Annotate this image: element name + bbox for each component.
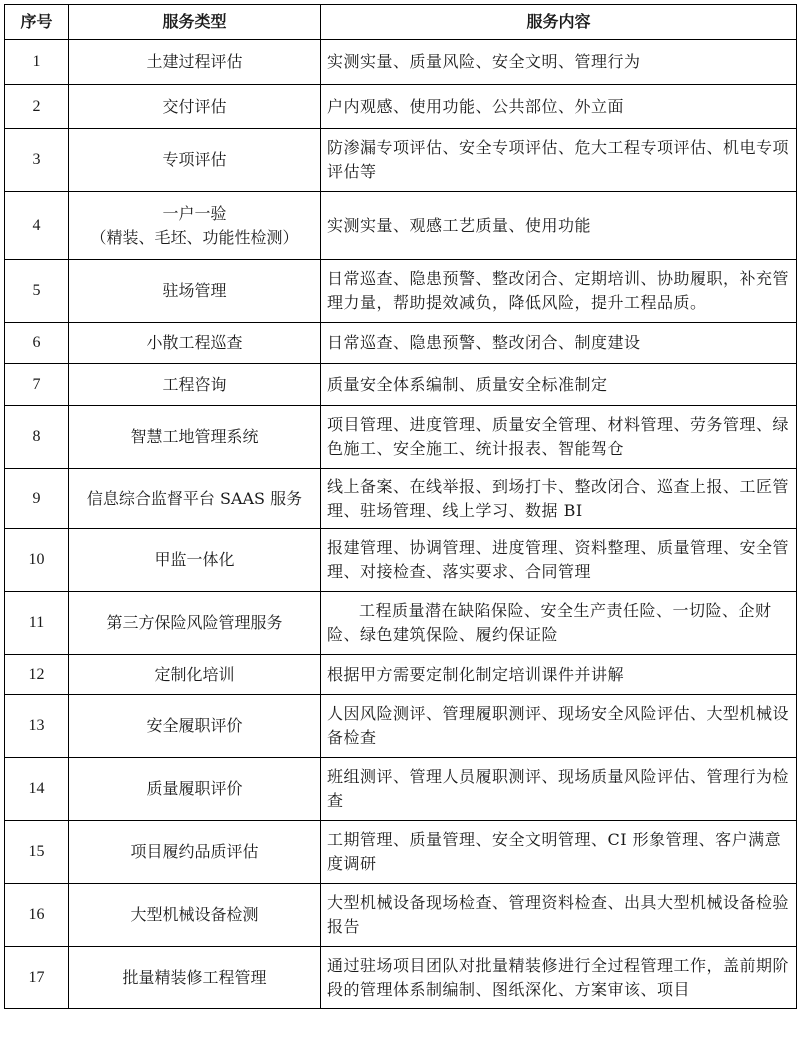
- table-row: [5, 821, 797, 884]
- table-row: [5, 655, 797, 695]
- service-type: [69, 192, 321, 260]
- service-table: [4, 4, 797, 1009]
- header-service-type: 服务类型: [69, 5, 321, 40]
- service-type: 驻场管理: [69, 260, 321, 323]
- service-type: 安全履职评价: [69, 695, 321, 758]
- table-row: [5, 406, 797, 469]
- table-row: [5, 364, 797, 406]
- table-row: [5, 85, 797, 129]
- service-type: 智慧工地管理系统: [69, 406, 321, 469]
- row-number: 8: [5, 406, 69, 469]
- service-type: 工程咨询: [69, 364, 321, 406]
- header-service-content: 服务内容: [321, 5, 797, 40]
- row-number: 4: [5, 192, 69, 260]
- service-type: 小散工程巡查: [69, 323, 321, 364]
- service-type: 定制化培训: [69, 655, 321, 695]
- row-number: 14: [5, 758, 69, 821]
- service-content: 根据甲方需要定制化制定培训课件并讲解: [321, 655, 797, 695]
- row-number: 16: [5, 884, 69, 947]
- table-row: [5, 695, 797, 758]
- row-number: 12: [5, 655, 69, 695]
- row-number: 3: [5, 129, 69, 192]
- service-content: 项目管理、进度管理、质量安全管理、材料管理、劳务管理、绿色施工、安全施工、统计报表、智能驾仓: [321, 406, 797, 469]
- service-type: 信息综合监督平台 SAAS 服务: [69, 469, 321, 529]
- table-row: [5, 529, 797, 592]
- row-number: 6: [5, 323, 69, 364]
- service-content: 通过驻场项目团队对批量精装修进行全过程管理工作，盖前期阶段的管理体系制编制、图纸深化、方案审该、项目: [321, 947, 797, 1009]
- service-content: 日常巡查、隐患预警、整改闭合、定期培训、协助履职，补充管理力量，帮助提效减负，降低风险，提升工程品质。: [321, 260, 797, 323]
- service-type: 批量精装修工程管理: [69, 947, 321, 1009]
- service-content: 实测实量、质量风险、安全文明、管理行为: [321, 40, 797, 85]
- table-row: [5, 260, 797, 323]
- service-content: 人因风险测评、管理履职测评、现场安全风险评估、大型机械设备检查: [321, 695, 797, 758]
- service-content: 防渗漏专项评估、安全专项评估、危大工程专项评估、机电专项评估等: [321, 129, 797, 192]
- service-type-sub: （精装、毛坯、功能性检测）: [90, 227, 299, 247]
- service-content: 工程质量潜在缺陷保险、安全生产责任险、一切险、企财险、绿色建筑保险、履约保证险: [321, 592, 797, 655]
- service-type: 质量履职评价: [69, 758, 321, 821]
- service-content: 实测实量、观感工艺质量、使用功能: [321, 192, 797, 260]
- table-row: [5, 192, 797, 260]
- table-row: [5, 469, 797, 529]
- service-type: 专项评估: [69, 129, 321, 192]
- row-number: 2: [5, 85, 69, 129]
- service-content: 日常巡查、隐患预警、整改闭合、制度建设: [321, 323, 797, 364]
- table-header-row: [5, 5, 797, 40]
- table-row: [5, 592, 797, 655]
- service-type: 第三方保险风险管理服务: [69, 592, 321, 655]
- service-type: 甲监一体化: [69, 529, 321, 592]
- service-content: 工期管理、质量管理、安全文明管理、CI 形象管理、客户满意度调研: [321, 821, 797, 884]
- row-number: 10: [5, 529, 69, 592]
- service-type-main: 一户一验: [162, 203, 227, 223]
- row-number: 15: [5, 821, 69, 884]
- row-number: 9: [5, 469, 69, 529]
- table-row: [5, 129, 797, 192]
- row-number: 7: [5, 364, 69, 406]
- service-type: 大型机械设备检测: [69, 884, 321, 947]
- row-number: 17: [5, 947, 69, 1009]
- header-no: 序号: [5, 5, 69, 40]
- service-content: 户内观感、使用功能、公共部位、外立面: [321, 85, 797, 129]
- service-content: 报建管理、协调管理、进度管理、资料整理、质量管理、安全管理、对接检查、落实要求、合同管理: [321, 529, 797, 592]
- table-row: [5, 40, 797, 85]
- service-type: 交付评估: [69, 85, 321, 129]
- service-content: 线上备案、在线举报、到场打卡、整改闭合、巡查上报、工匠管理、驻场管理、线上学习、数据 BI: [321, 469, 797, 529]
- service-content: 大型机械设备现场检查、管理资料检查、出具大型机械设备检验报告: [321, 884, 797, 947]
- service-type: 项目履约品质评估: [69, 821, 321, 884]
- service-content: 质量安全体系编制、质量安全标准制定: [321, 364, 797, 406]
- table-row: [5, 758, 797, 821]
- row-number: 11: [5, 592, 69, 655]
- row-number: 13: [5, 695, 69, 758]
- row-number: 1: [5, 40, 69, 85]
- table-row: [5, 323, 797, 364]
- table-row: [5, 947, 797, 1009]
- row-number: 5: [5, 260, 69, 323]
- table-row: [5, 884, 797, 947]
- service-type: 土建过程评估: [69, 40, 321, 85]
- service-content: 班组测评、管理人员履职测评、现场质量风险评估、管理行为检查: [321, 758, 797, 821]
